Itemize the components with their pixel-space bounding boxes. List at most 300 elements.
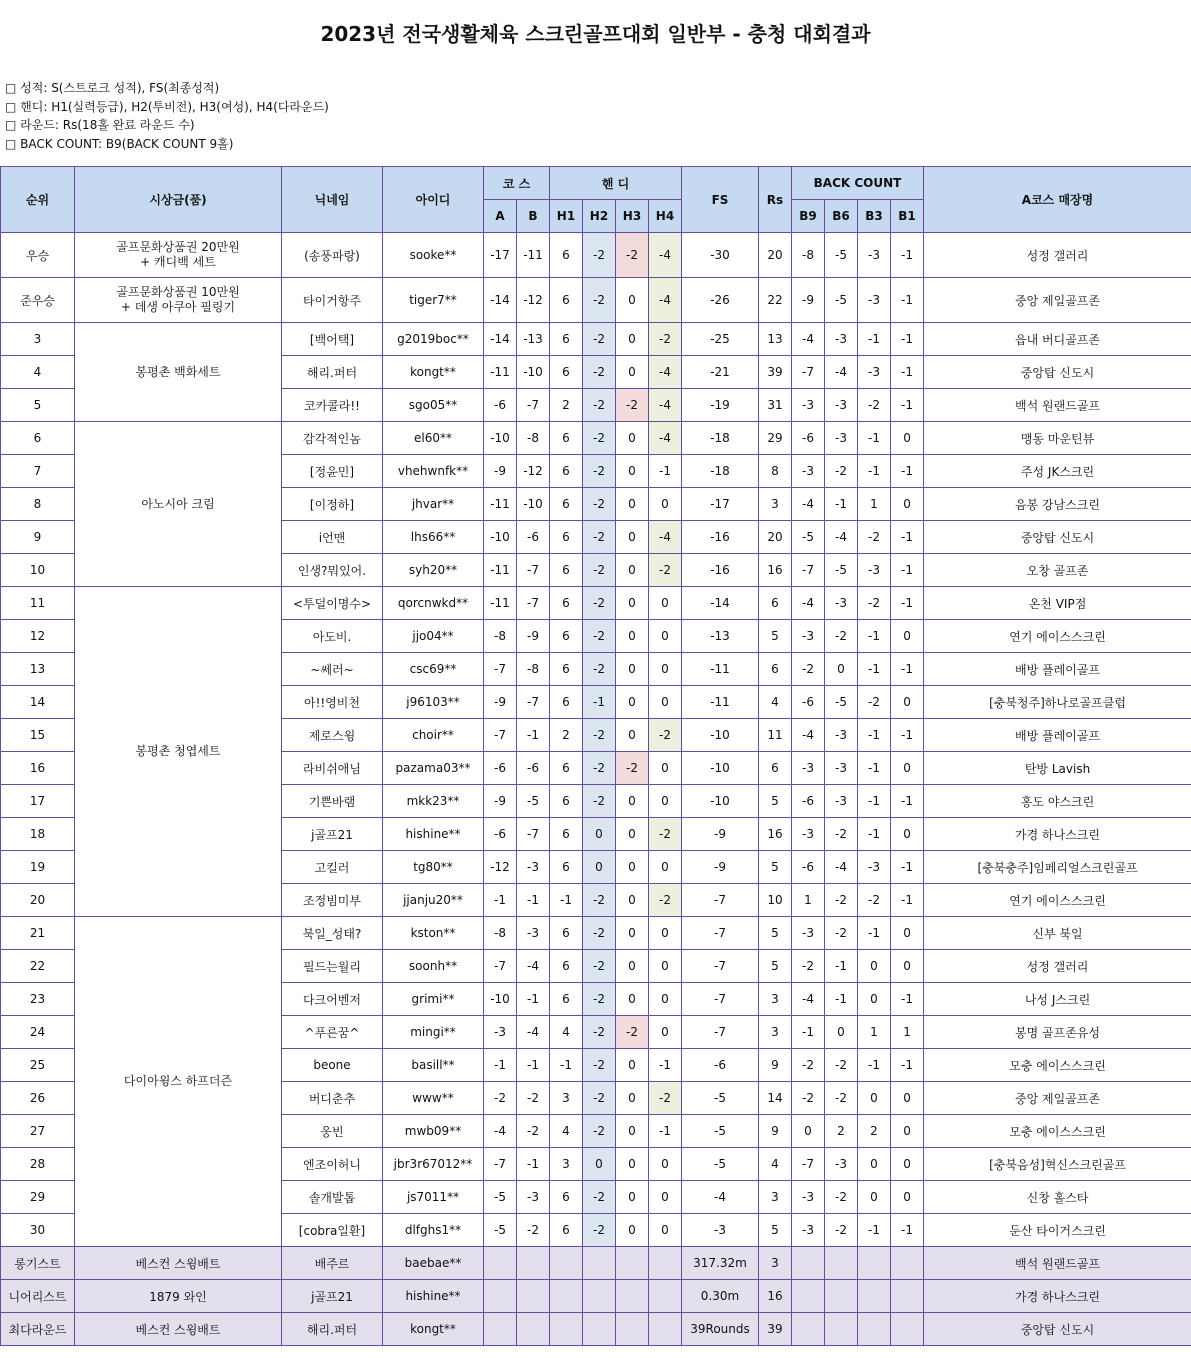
course-a-cell: -4 — [484, 1115, 517, 1148]
b3-cell: 1 — [858, 1016, 891, 1049]
prize-cell: 봉평촌 청엽세트 — [75, 587, 282, 917]
b6-cell: -4 — [825, 851, 858, 884]
store-cell: 신창 홀스타 — [924, 1181, 1191, 1214]
course-b-cell: -12 — [517, 278, 550, 323]
id-cell: js7011** — [383, 1181, 484, 1214]
b3-cell: -1 — [858, 785, 891, 818]
course-a-cell: -5 — [484, 1214, 517, 1247]
nickname-cell: (송풍파랑) — [282, 233, 383, 278]
b3-cell: -2 — [858, 521, 891, 554]
store-cell: 홍도 야스크린 — [924, 785, 1191, 818]
nickname-cell: j골프21 — [282, 818, 383, 851]
store-cell: 성정 갤러리 — [924, 233, 1191, 278]
h2-cell: -2 — [583, 422, 616, 455]
store-cell: 맹동 마운틴뷰 — [924, 422, 1191, 455]
special-award-row — [1, 1247, 1191, 1280]
nickname-cell: 아!!영비천 — [282, 686, 383, 719]
nickname-cell: 북일_성태? — [282, 917, 383, 950]
course-a-cell: -17 — [484, 233, 517, 278]
b6-cell: -3 — [825, 785, 858, 818]
b1-cell: -1 — [891, 521, 924, 554]
b3-cell: 0 — [858, 983, 891, 1016]
b9-cell: -5 — [792, 521, 825, 554]
course-b-cell: -6 — [517, 521, 550, 554]
id-cell: j96103** — [383, 686, 484, 719]
store-cell: 중앙 제일골프존 — [924, 1082, 1191, 1115]
id-cell: jjo04** — [383, 620, 484, 653]
h4-cell: 0 — [649, 686, 682, 719]
special-b9-cell — [792, 1313, 825, 1346]
h1-cell: 4 — [550, 1115, 583, 1148]
rs-cell: 3 — [759, 488, 792, 521]
b6-cell: -3 — [825, 1148, 858, 1181]
special-b9-cell — [792, 1280, 825, 1313]
course-b-cell: -2 — [517, 1115, 550, 1148]
special-b6-cell — [825, 1280, 858, 1313]
rs-cell: 5 — [759, 1214, 792, 1247]
fs-cell: -4 — [682, 1181, 759, 1214]
b3-cell: -1 — [858, 422, 891, 455]
h1-cell: 6 — [550, 278, 583, 323]
b1-cell: 0 — [891, 422, 924, 455]
course-b-cell: -4 — [517, 1016, 550, 1049]
special-b3-cell — [858, 1247, 891, 1280]
h3-cell: -2 — [616, 233, 649, 278]
h3-cell: 0 — [616, 356, 649, 389]
rs-cell: 3 — [759, 1181, 792, 1214]
rs-cell: 5 — [759, 917, 792, 950]
h4-cell: 0 — [649, 785, 682, 818]
special-prize-cell: 베스컨 스윙배트 — [75, 1313, 282, 1346]
course-a-cell: -3 — [484, 1016, 517, 1049]
course-b-cell: -7 — [517, 818, 550, 851]
b9-cell: -3 — [792, 752, 825, 785]
h4-cell: 0 — [649, 917, 682, 950]
special-b9-cell — [792, 1247, 825, 1280]
store-cell: [충북청주]하나로골프클럽 — [924, 686, 1191, 719]
b9-cell: -4 — [792, 587, 825, 620]
course-b-cell: -1 — [517, 719, 550, 752]
h1-cell: 3 — [550, 1148, 583, 1181]
store-cell: 배방 플레이골프 — [924, 653, 1191, 686]
b1-cell: 1 — [891, 1016, 924, 1049]
b3-cell: -2 — [858, 884, 891, 917]
h1-cell: -1 — [550, 884, 583, 917]
b9-cell: -7 — [792, 356, 825, 389]
fs-cell: -26 — [682, 278, 759, 323]
course-a-cell: -12 — [484, 851, 517, 884]
b3-cell: -3 — [858, 278, 891, 323]
special-award-row — [1, 1313, 1191, 1346]
b1-cell: -1 — [891, 389, 924, 422]
nickname-cell: 인생?뭐있어. — [282, 554, 383, 587]
prize-cell: 봉평촌 백화세트 — [75, 323, 282, 422]
prize-cell: 다이아윙스 하프더즌 — [75, 917, 282, 1247]
h2-cell: -2 — [583, 356, 616, 389]
special-rank-cell: 롱기스트 — [1, 1247, 75, 1280]
course-a-cell: -7 — [484, 719, 517, 752]
store-cell: 모충 에이스스크린 — [924, 1049, 1191, 1082]
special-h2-cell — [583, 1313, 616, 1346]
h4-cell: -2 — [649, 323, 682, 356]
h3-cell: 0 — [616, 323, 649, 356]
b6-cell: -3 — [825, 422, 858, 455]
rank-cell: 4 — [1, 356, 75, 389]
b6-cell: -1 — [825, 488, 858, 521]
h1-cell: 6 — [550, 1181, 583, 1214]
h1-cell: 6 — [550, 917, 583, 950]
h2-cell: -1 — [583, 686, 616, 719]
course-a-cell: -9 — [484, 455, 517, 488]
id-cell: lhs66** — [383, 521, 484, 554]
h4-cell: -1 — [649, 455, 682, 488]
course-b-cell: -10 — [517, 356, 550, 389]
fs-cell: -9 — [682, 851, 759, 884]
b3-cell: -2 — [858, 389, 891, 422]
special-h4-cell — [649, 1247, 682, 1280]
h3-cell: 0 — [616, 1049, 649, 1082]
b6-cell: -1 — [825, 983, 858, 1016]
b9-cell: -4 — [792, 488, 825, 521]
h4-cell: 0 — [649, 983, 682, 1016]
h3-cell: 0 — [616, 1115, 649, 1148]
b9-cell: -3 — [792, 1214, 825, 1247]
rank-cell: 10 — [1, 554, 75, 587]
rank-cell: 11 — [1, 587, 75, 620]
special-course-b-cell — [517, 1247, 550, 1280]
h3-cell: 0 — [616, 587, 649, 620]
special-h4-cell — [649, 1280, 682, 1313]
course-a-cell: -8 — [484, 620, 517, 653]
b9-cell: -2 — [792, 653, 825, 686]
h2-cell: -2 — [583, 323, 616, 356]
store-cell: 둔산 타이거스크린 — [924, 1214, 1191, 1247]
h3-cell: 0 — [616, 983, 649, 1016]
b6-cell: -4 — [825, 356, 858, 389]
rank-cell: 24 — [1, 1016, 75, 1049]
store-cell: 중앙탑 신도시 — [924, 521, 1191, 554]
b1-cell: 0 — [891, 818, 924, 851]
b6-cell: -5 — [825, 554, 858, 587]
header-backcount: BACK COUNT — [792, 167, 924, 200]
course-a-cell: -6 — [484, 389, 517, 422]
b1-cell: 0 — [891, 1115, 924, 1148]
b6-cell: -3 — [825, 752, 858, 785]
nickname-cell: 솔개발톱 — [282, 1181, 383, 1214]
b3-cell: 1 — [858, 488, 891, 521]
h4-cell: 0 — [649, 752, 682, 785]
b3-cell: -2 — [858, 587, 891, 620]
b6-cell: 2 — [825, 1115, 858, 1148]
special-rs-cell: 3 — [759, 1247, 792, 1280]
rs-cell: 29 — [759, 422, 792, 455]
rank-cell: 20 — [1, 884, 75, 917]
b9-cell: -1 — [792, 1016, 825, 1049]
h1-cell: 6 — [550, 983, 583, 1016]
b1-cell: 0 — [891, 752, 924, 785]
h4-cell: -4 — [649, 389, 682, 422]
store-cell: 온천 VIP점 — [924, 587, 1191, 620]
b1-cell: 0 — [891, 686, 924, 719]
b1-cell: 0 — [891, 620, 924, 653]
header-handicap: 핸 디 — [550, 167, 682, 200]
h4-cell: -2 — [649, 554, 682, 587]
h3-cell: -2 — [616, 389, 649, 422]
fs-cell: -5 — [682, 1082, 759, 1115]
special-h2-cell — [583, 1247, 616, 1280]
b9-cell: -3 — [792, 620, 825, 653]
special-nickname-cell: 배주르 — [282, 1247, 383, 1280]
b3-cell: 0 — [858, 1082, 891, 1115]
rank-cell: 17 — [1, 785, 75, 818]
nickname-cell: 엔조이허니 — [282, 1148, 383, 1181]
nickname-cell: 아도비. — [282, 620, 383, 653]
fs-cell: -25 — [682, 323, 759, 356]
b1-cell: -1 — [891, 455, 924, 488]
special-h3-cell — [616, 1280, 649, 1313]
store-cell: [충북음성]혁신스크린골프 — [924, 1148, 1191, 1181]
b1-cell: 0 — [891, 1181, 924, 1214]
h1-cell: 3 — [550, 1082, 583, 1115]
results-table — [0, 166, 1191, 1346]
store-cell: 연기 에이스스크린 — [924, 884, 1191, 917]
rs-cell: 8 — [759, 455, 792, 488]
store-cell: 봉명 골프존유성 — [924, 1016, 1191, 1049]
b6-cell: -4 — [825, 521, 858, 554]
special-prize-cell: 1879 와인 — [75, 1280, 282, 1313]
store-cell: 탄방 Lavish — [924, 752, 1191, 785]
id-cell: choir** — [383, 719, 484, 752]
id-cell: sooke** — [383, 233, 484, 278]
h4-cell: 0 — [649, 587, 682, 620]
h1-cell: 6 — [550, 422, 583, 455]
h1-cell: 4 — [550, 1016, 583, 1049]
rs-cell: 6 — [759, 587, 792, 620]
store-cell: 가경 하나스크린 — [924, 818, 1191, 851]
special-id-cell: hishine** — [383, 1280, 484, 1313]
special-h4-cell — [649, 1313, 682, 1346]
header-nickname: 닉네임 — [282, 167, 383, 233]
b1-cell: -1 — [891, 587, 924, 620]
b6-cell: -3 — [825, 389, 858, 422]
id-cell: el60** — [383, 422, 484, 455]
rs-cell: 16 — [759, 818, 792, 851]
nickname-cell: 제로스윙 — [282, 719, 383, 752]
course-b-cell: -6 — [517, 752, 550, 785]
id-cell: mwb09** — [383, 1115, 484, 1148]
rs-cell: 5 — [759, 785, 792, 818]
h4-cell: -4 — [649, 278, 682, 323]
id-cell: tg80** — [383, 851, 484, 884]
header-h2: H2 — [583, 200, 616, 233]
b3-cell: -1 — [858, 653, 891, 686]
h2-cell: -2 — [583, 1214, 616, 1247]
b1-cell: -1 — [891, 1049, 924, 1082]
b6-cell: -5 — [825, 278, 858, 323]
h3-cell: 0 — [616, 719, 649, 752]
b6-cell: -2 — [825, 1214, 858, 1247]
store-cell: 나성 J스크린 — [924, 983, 1191, 1016]
course-b-cell: -2 — [517, 1082, 550, 1115]
b6-cell: -2 — [825, 620, 858, 653]
b9-cell: 1 — [792, 884, 825, 917]
course-a-cell: -14 — [484, 278, 517, 323]
nickname-cell: 조정빔미부 — [282, 884, 383, 917]
h1-cell: 6 — [550, 752, 583, 785]
rank-cell: 7 — [1, 455, 75, 488]
rs-cell: 39 — [759, 356, 792, 389]
h3-cell: 0 — [616, 950, 649, 983]
h3-cell: 0 — [616, 1181, 649, 1214]
course-a-cell: -1 — [484, 1049, 517, 1082]
legend-backcount: □ BACK COUNT: B9(BACK COUNT 9홀) — [5, 136, 234, 151]
rs-cell: 6 — [759, 653, 792, 686]
course-b-cell: -1 — [517, 1148, 550, 1181]
h2-cell: -2 — [583, 1016, 616, 1049]
special-h3-cell — [616, 1313, 649, 1346]
course-b-cell: -8 — [517, 422, 550, 455]
header-b1: B1 — [891, 200, 924, 233]
nickname-cell: 감각적인놈 — [282, 422, 383, 455]
h1-cell: 6 — [550, 356, 583, 389]
store-cell: 읍내 버디골프존 — [924, 323, 1191, 356]
legend — [5, 79, 329, 153]
fs-cell: -30 — [682, 233, 759, 278]
rank-cell: 30 — [1, 1214, 75, 1247]
course-b-cell: -10 — [517, 488, 550, 521]
special-nickname-cell: 해리.퍼터 — [282, 1313, 383, 1346]
h1-cell: 6 — [550, 653, 583, 686]
course-a-cell: -5 — [484, 1181, 517, 1214]
b9-cell: -6 — [792, 851, 825, 884]
b1-cell: 0 — [891, 950, 924, 983]
b9-cell: -6 — [792, 686, 825, 719]
h2-cell: 0 — [583, 818, 616, 851]
b9-cell: -3 — [792, 455, 825, 488]
b9-cell: -6 — [792, 422, 825, 455]
h1-cell: 2 — [550, 389, 583, 422]
id-cell: mingi** — [383, 1016, 484, 1049]
fs-cell: -16 — [682, 521, 759, 554]
fs-cell: -17 — [682, 488, 759, 521]
h1-cell: 6 — [550, 455, 583, 488]
h2-cell: -2 — [583, 278, 616, 323]
id-cell: syh20** — [383, 554, 484, 587]
store-cell: [충북충주]임페리얼스크린골프 — [924, 851, 1191, 884]
h1-cell: 6 — [550, 233, 583, 278]
nickname-cell: 해리.퍼터 — [282, 356, 383, 389]
b1-cell: -1 — [891, 1214, 924, 1247]
fs-cell: -18 — [682, 455, 759, 488]
b3-cell: -3 — [858, 356, 891, 389]
h3-cell: 0 — [616, 278, 649, 323]
course-a-cell: -1 — [484, 884, 517, 917]
fs-cell: -6 — [682, 1049, 759, 1082]
fs-cell: -7 — [682, 950, 759, 983]
rank-cell: 8 — [1, 488, 75, 521]
rank-cell: 28 — [1, 1148, 75, 1181]
special-id-cell: baebae** — [383, 1247, 484, 1280]
b9-cell: -4 — [792, 719, 825, 752]
h1-cell: 6 — [550, 554, 583, 587]
h4-cell: -4 — [649, 422, 682, 455]
h3-cell: -2 — [616, 1016, 649, 1049]
b6-cell: -2 — [825, 818, 858, 851]
b3-cell: -1 — [858, 1049, 891, 1082]
course-b-cell: -1 — [517, 983, 550, 1016]
fs-cell: -10 — [682, 752, 759, 785]
rank-cell: 6 — [1, 422, 75, 455]
course-b-cell: -9 — [517, 620, 550, 653]
table-row — [1, 917, 1191, 950]
page-title: 2023년 전국생활체육 스크린골프대회 일반부 - 충청 대회결과 — [320, 22, 871, 46]
rank-cell: 5 — [1, 389, 75, 422]
table-row — [1, 587, 1191, 620]
rank-cell: 23 — [1, 983, 75, 1016]
h1-cell: 6 — [550, 620, 583, 653]
b9-cell: -6 — [792, 785, 825, 818]
b1-cell: -1 — [891, 356, 924, 389]
rank-cell: 27 — [1, 1115, 75, 1148]
nickname-cell: ^푸른꿈^ — [282, 1016, 383, 1049]
course-b-cell: -11 — [517, 233, 550, 278]
nickname-cell: 타이거항주 — [282, 278, 383, 323]
b3-cell: 0 — [858, 1148, 891, 1181]
store-cell: 성정 갤러리 — [924, 950, 1191, 983]
rs-cell: 16 — [759, 554, 792, 587]
h4-cell: 0 — [649, 653, 682, 686]
nickname-cell: beone — [282, 1049, 383, 1082]
h4-cell: -2 — [649, 719, 682, 752]
b6-cell: -3 — [825, 719, 858, 752]
h1-cell: 6 — [550, 1214, 583, 1247]
nickname-cell: [백어택] — [282, 323, 383, 356]
h1-cell: 6 — [550, 587, 583, 620]
nickname-cell: 고킬러 — [282, 851, 383, 884]
fs-cell: -7 — [682, 884, 759, 917]
h3-cell: 0 — [616, 851, 649, 884]
rank-cell: 우승 — [1, 233, 75, 278]
rs-cell: 4 — [759, 686, 792, 719]
special-prize-cell: 베스컨 스윙배트 — [75, 1247, 282, 1280]
h3-cell: 0 — [616, 422, 649, 455]
rs-cell: 10 — [759, 884, 792, 917]
h4-cell: -2 — [649, 884, 682, 917]
b9-cell: -3 — [792, 917, 825, 950]
fs-cell: -7 — [682, 983, 759, 1016]
header-store: A코스 매장명 — [924, 167, 1191, 233]
b1-cell: 0 — [891, 1082, 924, 1115]
b1-cell: -1 — [891, 323, 924, 356]
h3-cell: 0 — [616, 917, 649, 950]
h2-cell: -2 — [583, 1082, 616, 1115]
special-id-cell: kongt** — [383, 1313, 484, 1346]
b1-cell: -1 — [891, 233, 924, 278]
id-cell: csc69** — [383, 653, 484, 686]
course-a-cell: -14 — [484, 323, 517, 356]
course-a-cell: -11 — [484, 488, 517, 521]
rank-cell: 15 — [1, 719, 75, 752]
special-rank-cell: 니어리스트 — [1, 1280, 75, 1313]
course-b-cell: -2 — [517, 1214, 550, 1247]
h1-cell: 6 — [550, 785, 583, 818]
header-b3: B3 — [858, 200, 891, 233]
h4-cell: 0 — [649, 1214, 682, 1247]
rs-cell: 3 — [759, 1016, 792, 1049]
header-rs: Rs — [759, 167, 792, 233]
course-b-cell: -3 — [517, 917, 550, 950]
b3-cell: -1 — [858, 323, 891, 356]
